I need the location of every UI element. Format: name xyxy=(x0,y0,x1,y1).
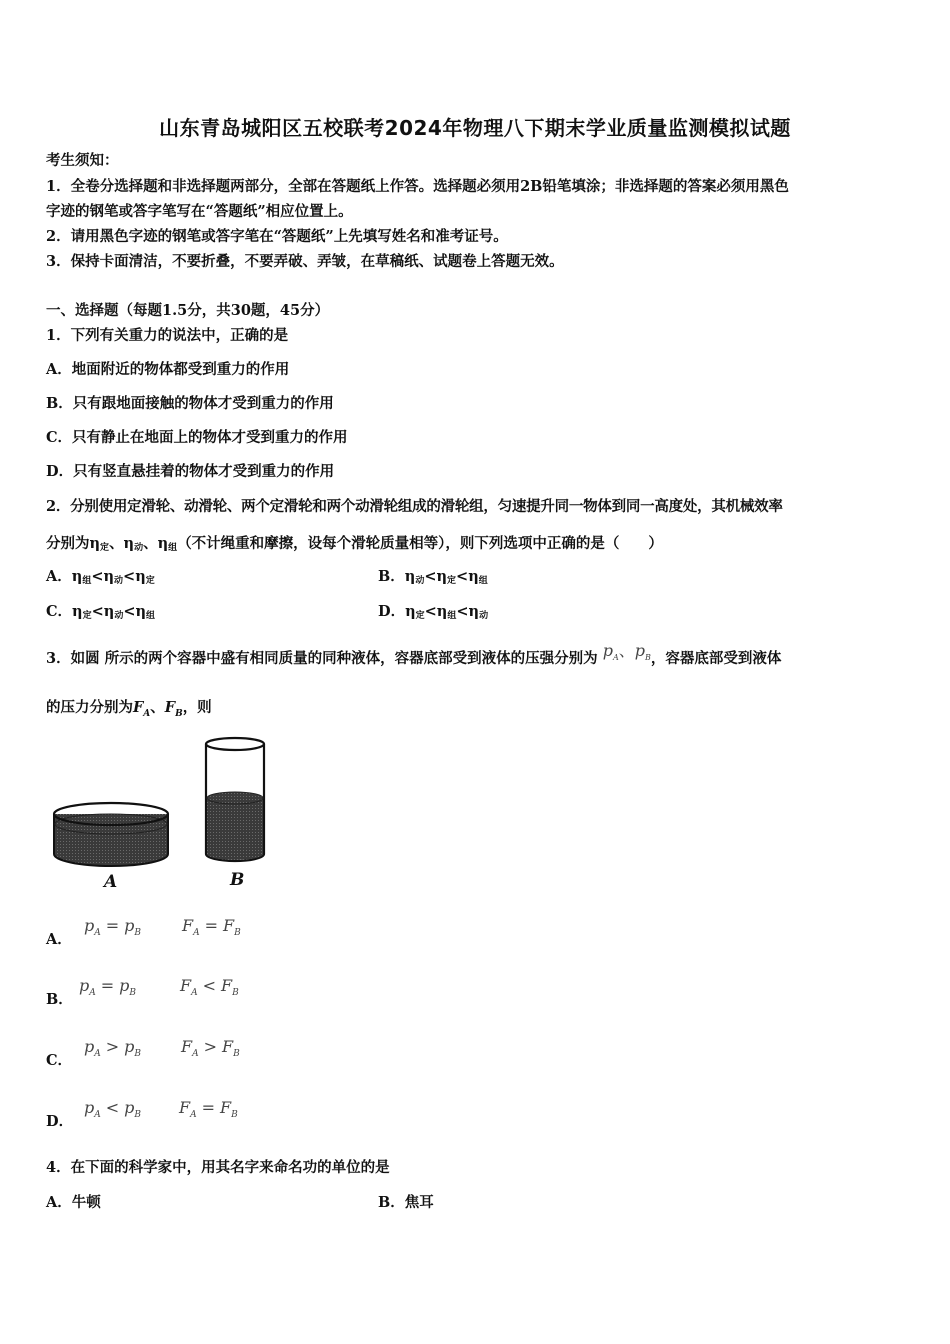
container-a-label: A xyxy=(104,872,118,892)
q1-stem: 1．下列有关重力的说法中，正确的是 xyxy=(46,327,289,344)
q3-option-b-force: $F_A < F_B$ xyxy=(180,976,239,999)
q3-option-c-force: $F_A > F_B$ xyxy=(181,1037,240,1060)
q1-option-d: D．只有竖直悬挂着的物体才受到重力的作用 xyxy=(46,463,335,480)
notice-heading: 考生须知： xyxy=(46,152,119,169)
q1-option-c: C．只有静止在地面上的物体才受到重力的作用 xyxy=(46,429,348,446)
q3-option-d-pressure: $p_A < p_B$ xyxy=(84,1098,142,1121)
q2-stem-line-1: 2．分别使用定滑轮、动滑轮、两个定滑轮和两个动滑轮组成的滑轮组，匀速提升同一物体到同一高度处，其机械效率 xyxy=(46,498,783,515)
q3-option-d-label: D． xyxy=(46,1113,74,1130)
q2-option-b: B．$\eta_动<\eta_定<\eta_组$ xyxy=(378,568,488,586)
q2-option-c: C．$\eta_定<\eta_动<\eta_组$ xyxy=(46,603,156,621)
page-title: 山东青岛城阳区五校联考2024年物理八下期末学业质量监测模拟试题 xyxy=(159,116,791,140)
notice-item-2: 2．请用黑色字迹的钢笔或答字笔在“答题纸”上先填写姓名和准考证号。 xyxy=(46,228,508,245)
q1-option-a: A．地面附近的物体都受到重力的作用 xyxy=(46,361,290,378)
q3-option-a-pressure: $p_A = p_B$ xyxy=(84,916,142,939)
q2-option-d: D．$\eta_定<\eta_组<\eta_动$ xyxy=(378,603,489,621)
q3-stem-line-2: 的压力分别为$F_A$、$F_B$，则 xyxy=(46,699,212,719)
container-b-label: B xyxy=(230,870,245,890)
section-heading: 一、选择题（每题1.5分，共30题，45分） xyxy=(46,302,330,319)
q3-option-b-pressure: $p_A = p_B$ xyxy=(79,976,137,999)
q3-option-b-label: B． xyxy=(46,991,73,1008)
q3-option-a-label: A． xyxy=(46,931,72,948)
q3-option-d-force: $F_A = F_B$ xyxy=(179,1098,238,1121)
q3-option-a-force: $F_A = F_B$ xyxy=(182,916,241,939)
container-a xyxy=(54,803,168,866)
container-b xyxy=(206,738,264,861)
pressure-symbols: $p_A$、$p_B$ xyxy=(602,641,651,663)
notice-item-1-line-2: 字迹的钢笔或答字笔写在“答题纸”相应位置上。 xyxy=(46,203,353,220)
q3-option-c-label: C． xyxy=(46,1052,73,1069)
q2-option-a: A．$\eta_组<\eta_动<\eta_定$ xyxy=(46,568,155,586)
q3-option-c-pressure: $p_A > p_B$ xyxy=(84,1037,142,1060)
q4-option-a: A．牛顿 xyxy=(46,1194,101,1211)
notice-item-1-line-1: 1．全卷分选择题和非选择题两部分，全部在答题纸上作答。选择题必须用2B铅笔填涂；非选择题的答案必须用黑色 xyxy=(46,178,789,195)
q2-stem-line-2: 分别为$\eta_定$、$\eta_动$、$\eta_组$（不计绳重和摩擦，设每个滑轮质量相等），则下列选项中正确的是（ ） xyxy=(46,535,663,553)
q1-option-b: B．只有跟地面接触的物体才受到重力的作用 xyxy=(46,395,334,412)
q4-stem: 4．在下面的科学家中，用其名字来命名功的单位的是 xyxy=(46,1159,390,1176)
q4-option-b: B．焦耳 xyxy=(378,1194,434,1211)
notice-item-3: 3．保持卡面清洁，不要折叠，不要弄破、弄皱，在草稿纸、试题卷上答题无效。 xyxy=(46,253,564,270)
q3-stem-line-1: 3．如圆 所示的两个容器中盛有相同质量的同种液体，容器底部受到液体的压强分别为 $p_A$、$p_B$，容器底部受到液体 xyxy=(46,641,782,667)
